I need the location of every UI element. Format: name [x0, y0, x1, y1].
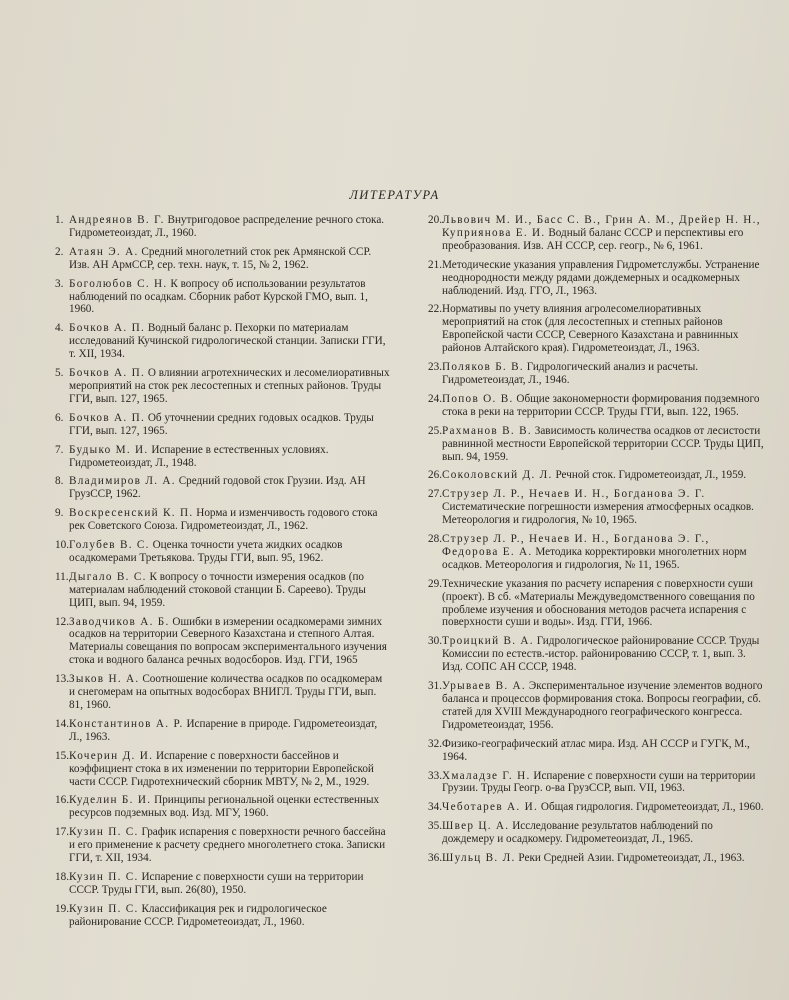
reference-authors: Кузин П. С. — [69, 870, 139, 883]
reference-entry — [55, 871, 390, 897]
reference-entry — [428, 533, 766, 572]
reference-authors: Зыков Н. А. — [69, 673, 140, 686]
reference-entry — [428, 578, 766, 630]
reference-number: 19. — [55, 902, 69, 915]
reference-authors: Бочков А. П. — [69, 367, 146, 380]
reference-number: 22. — [428, 303, 442, 316]
reference-entry — [428, 303, 766, 355]
reference-authors: Владимиров Л. А. — [69, 475, 176, 488]
reference-entry — [428, 425, 766, 464]
reference-number: 24. — [428, 392, 442, 405]
reference-entry — [55, 673, 390, 712]
reference-text: График испарения с поверхности речного бассейна и его применение к расчету среднего многолетнего стока. Записки ГГИ, т. XII, 1934. — [69, 826, 386, 865]
reference-authors: Чеботарев А. И. — [442, 801, 539, 814]
reference-number: 14. — [55, 717, 69, 730]
reference-number: 1. — [55, 214, 64, 226]
reference-entry — [428, 259, 766, 298]
reference-text: Экспериментальное изучение элементов водного баланса и процессов формирования стока. Вопросы географии, сб. статей для XVIII Международного географического конгресса. Гидрометеоиздат, 1956. — [442, 680, 763, 731]
reference-number: 23. — [428, 361, 442, 374]
reference-authors: Голубев В. С. — [69, 539, 150, 552]
reference-number: 25. — [428, 424, 442, 437]
reference-authors: Атаян Э. А. — [69, 245, 139, 258]
reference-entry — [55, 278, 390, 317]
reference-number: 8. — [55, 475, 64, 488]
reference-text: Нормативы по учету влияния агролесомелиоративных мероприятий на сток (для лесостепных и степных районов Европейской части СССР, Северного Казахстана и равнинных районов Алтайского края). Гидрометеоиздат, Л., 1963. — [442, 303, 739, 355]
reference-entry — [428, 820, 766, 846]
reference-entry — [55, 322, 390, 361]
reference-text: Общая гидрология. Гидрометеоиздат, Л., 1960. — [540, 801, 764, 814]
reference-entry — [55, 718, 390, 744]
reference-entry — [55, 475, 390, 501]
reference-authors: Шульц В. Л. — [442, 852, 516, 865]
reference-number: 21. — [428, 258, 442, 271]
reference-number: 13. — [55, 673, 69, 686]
reference-text: Внутригодовое распределение речного стока. Гидрометеоиздат, Л., 1960. — [69, 214, 385, 239]
reference-entry — [55, 367, 390, 406]
reference-number: 36. — [428, 852, 442, 865]
reference-authors: Заводчиков А. Б. — [69, 615, 170, 628]
reference-text: Норма и изменчивость годового стока рек Советского Союза. Гидрометеоиздат, Л., 1962. — [69, 507, 378, 533]
reference-authors: Куделин Б. И. — [69, 794, 152, 807]
reference-authors: Кузин П. С. — [69, 826, 139, 839]
reference-authors: Урываев В. А. — [442, 680, 527, 693]
reference-text: Общие закономерности формирования подземного стока в реки на территории СССР. Труды ГГИ, вып. 122, 1965. — [442, 392, 760, 418]
reference-entry — [428, 680, 766, 732]
reference-text: Методические указания управления Гидрометслужбы. Устранение неоднородности между рядами дождемерных и осадкомерных наблюдений. Изд. ГГО, Л., 1963. — [442, 258, 760, 297]
reference-authors: Кузин П. С. — [69, 902, 139, 915]
reference-number: 3. — [55, 277, 64, 290]
reference-number: 30. — [428, 635, 442, 648]
reference-authors: Струзер Л. Р., Нечаев И. Н., Богданова Э. Г. — [442, 488, 706, 501]
reference-entry — [428, 214, 766, 253]
reference-entry — [55, 826, 390, 865]
reference-text: Методика корректировки многолетних норм осадков. Метеорология и гидрология, № 11, 1965. — [442, 545, 747, 571]
reference-authors: Бочков А. П. — [69, 322, 146, 335]
references-right-column — [428, 214, 766, 871]
reference-text: Зависимость количества осадков от лесистости равнинной местности Европейской территории СССР. Труды ЦИП, вып. 94, 1959. — [442, 424, 764, 463]
reference-number: 10. — [55, 539, 69, 552]
reference-number: 6. — [55, 411, 64, 424]
reference-entry — [55, 750, 390, 789]
reference-entry — [428, 635, 766, 674]
reference-authors: Хмаладзе Г. Н. — [442, 769, 531, 782]
reference-authors: Будыко М. И. — [69, 443, 149, 456]
reference-text: К вопросу о точности измерения осадков (по материалам наблюдений стоковой станции Б. Сареево). Труды ЦИП, вып. 94, 1959. — [69, 570, 366, 609]
reference-number: 32. — [428, 737, 442, 750]
reference-authors: Швер Ц. А. — [442, 820, 510, 833]
reference-entry — [55, 246, 390, 272]
reference-entry — [55, 903, 390, 929]
reference-number: 15. — [55, 749, 69, 762]
reference-entry — [55, 794, 390, 820]
reference-text: Водный баланс СССР и перспективы его преобразования. Изв. АН СССР, сер. геогр., № 6, 1961. — [442, 226, 744, 252]
reference-number: 2. — [55, 245, 64, 258]
reference-authors: Рахманов В. В. — [442, 424, 532, 437]
reference-text: Об уточнении средних годовых осадков. Труды ГГИ, вып. 127, 1965. — [69, 411, 374, 437]
reference-text: Классификация рек и гидрологическое районирование СССР. Гидрометеоиздат, Л., 1960. — [69, 902, 327, 928]
reference-text: Физико-географический атлас мира. Изд. АН СССР и ГУГК, М., 1964. — [442, 737, 750, 763]
reference-entry — [428, 393, 766, 419]
reference-authors: Троицкий В. А. — [442, 635, 534, 648]
reference-text: Испарение с поверхности суши на территории Грузии. Труды Геогр. о-ва ГрузССР, вып. VII, 1963. — [442, 769, 756, 795]
reference-number: 4. — [55, 322, 64, 335]
reference-text: Гидрологический анализ и расчеты. Гидрометеоиздат, Л., 1946. — [442, 361, 699, 386]
reference-entry — [428, 770, 766, 796]
reference-text: Соотношение количества осадков по осадкомерам и снегомерам на опытных водосборах ВНИГЛ. Труды ГГИ, вып. 81, 1960. — [69, 673, 383, 711]
reference-number: 20. — [428, 214, 442, 226]
reference-number: 29. — [428, 577, 442, 590]
reference-text: Технические указания по расчету испарения с поверхности суши (проект). В сб. «Материалы Междуведомственного совещания по проблеме изучения и обоснования методов расчета испарения с поверхности суши и воды». Изд. ГГИ, 1966. — [442, 577, 755, 629]
reference-authors: Андреянов В. Г. — [69, 214, 165, 226]
reference-authors: Кочерин Д. И. — [69, 749, 154, 762]
reference-text: Гидрологическое районирование СССР. Труды Комиссии по естеств.-истор. районированию СССР, т. 1, вып. 3. Изд. СОПС АН СССР, 1948. — [442, 635, 760, 674]
reference-authors: Соколовский Д. Л. — [442, 469, 553, 482]
reference-entry — [55, 507, 390, 533]
reference-number: 12. — [55, 615, 69, 628]
reference-entry — [55, 539, 390, 565]
reference-authors: Струзер Л. Р., Нечаев И. Н., Богданова Э. Г., Федорова Е. А. — [442, 533, 710, 558]
reference-number: 34. — [428, 801, 442, 814]
reference-text: Испарение в естественных условиях. Гидрометеоиздат, Л., 1948. — [69, 443, 329, 469]
reference-number: 27. — [428, 488, 442, 501]
reference-text: О влиянии агротехнических и лесомелиоративных мероприятий на сток рек лесостепных и степных районов. Труды ГГИ, вып. 127, 1965. — [69, 367, 390, 405]
reference-text: Ошибки в измерении осадкомерами зимних осадков на территории Северного Казахстана и степного Алтая. Материалы совещания по вопросам экспериментального изучения стока и водного баланса речных водосборов. Изд. ГГИ, 1965 — [69, 615, 387, 667]
reference-entry — [428, 801, 766, 814]
reference-number: 18. — [55, 870, 69, 883]
reference-text: Средний многолетний сток рек Армянской ССР. Изв. АН АрмССР, сер. техн. наук, т. 15, № 2, 1962. — [69, 245, 372, 271]
reference-text: Испарение с поверхности суши на территории СССР. Труды ГГИ, вып. 26(80), 1950. — [69, 870, 364, 896]
reference-authors: Боголюбов С. Н. — [69, 277, 168, 290]
reference-text: Водный баланс р. Пехорки по материалам исследований Кучинской гидрологической станции. Записки ГГИ, т. XII, 1934. — [69, 322, 386, 361]
reference-text: Исследование результатов наблюдений по дождемеру и осадкомеру. Гидрометеоиздат, Л., 1965. — [442, 820, 713, 846]
reference-number: 11. — [55, 570, 69, 583]
reference-authors: Львович М. И., Басс С. В., Грин А. М., Дрейер Н. Н., Куприянова Е. И. — [442, 214, 761, 239]
reference-entry — [55, 412, 390, 438]
reference-number: 5. — [55, 367, 64, 380]
reference-number: 17. — [55, 826, 69, 839]
reference-entry — [428, 361, 766, 387]
reference-number: 7. — [55, 443, 64, 456]
reference-authors: Попов О. В. — [442, 392, 514, 405]
reference-entry — [428, 469, 766, 482]
page-title: ЛИТЕРАТУРА — [349, 188, 440, 202]
reference-entry — [428, 488, 766, 527]
reference-number: 9. — [55, 507, 64, 520]
reference-number: 28. — [428, 533, 442, 546]
reference-text: Систематические погрешности измерения атмосферных осадков. Метеорология и гидрология, № 10, 1965. — [442, 501, 754, 527]
reference-number: 35. — [428, 820, 442, 833]
references-left-column — [55, 214, 390, 935]
reference-entry — [55, 444, 390, 470]
reference-entry — [55, 214, 390, 240]
reference-number: 26. — [428, 469, 442, 482]
reference-authors: Бочков А. П. — [69, 411, 146, 424]
reference-entry — [55, 616, 390, 668]
reference-text: Испарение с поверхности бассейнов и коэффициент стока в их изменении по территории Европейской части СССР. Гидротехнический сборник МВТУ, № 2, М., 1929. — [69, 749, 374, 788]
reference-text: Испарение в природе. Гидрометеоиздат, Л., 1963. — [69, 717, 378, 743]
reference-number: 16. — [55, 794, 69, 807]
reference-text: Реки Средней Азии. Гидрометеоиздат, Л., 1963. — [518, 852, 745, 865]
reference-authors: Поляков Б. В. — [442, 361, 524, 374]
reference-text: Оценка точности учета жидких осадков осадкомерами Третьякова. Труды ГГИ, вып. 95, 1962. — [69, 539, 343, 564]
reference-entry — [428, 738, 766, 764]
reference-entry — [55, 571, 390, 610]
reference-authors: Воскресенский К. П. — [69, 507, 194, 520]
reference-text: Речной сток. Гидрометеоиздат, Л., 1959. — [555, 469, 747, 482]
reference-number: 31. — [428, 680, 442, 693]
reference-entry — [428, 852, 766, 865]
reference-text: Принципы региональной оценки естественных ресурсов подземных вод. Изд. МГУ, 1960. — [69, 794, 380, 820]
reference-number: 33. — [428, 769, 442, 782]
reference-authors: Константинов А. Р. — [69, 717, 184, 730]
reference-text: Средний годовой сток Грузии. Изд. АН ГрузССР, 1962. — [69, 475, 366, 501]
reference-authors: Дыгало В. С. — [69, 570, 147, 583]
reference-text: К вопросу об использовании результатов наблюдений по осадкам. Сборник работ Курской ГМО, вып. 1, 1960. — [69, 277, 368, 316]
